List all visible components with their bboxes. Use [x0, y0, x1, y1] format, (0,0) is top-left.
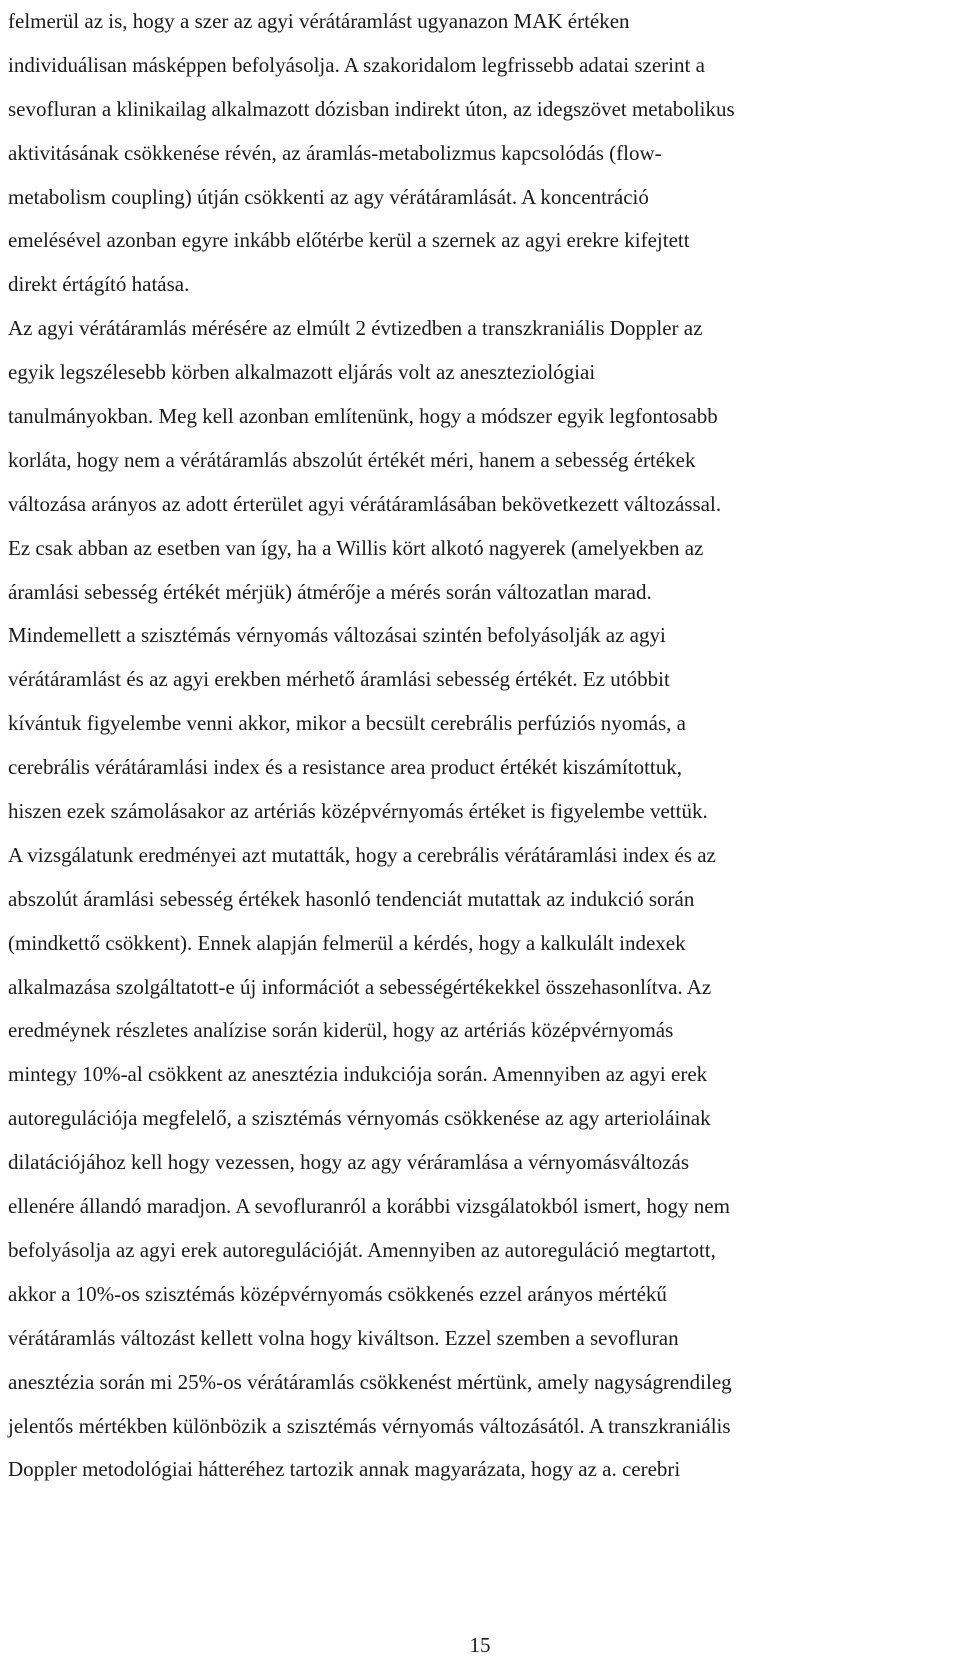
text-line: akkor a 10%-os szisztémás középvérnyomás csökkenés ezzel arányos mértékű: [8, 1281, 667, 1306]
text-line: (mindkettő csökkent). Ennek alapján felmerül a kérdés, hogy a kalkulált indexek: [8, 930, 686, 955]
page-number: 15: [469, 1633, 491, 1657]
text-line: sevofluran a klinikailag alkalmazott dózisban indirekt úton, az idegszövet metabolikus: [8, 96, 735, 121]
text-line: áramlási sebesség értékét mérjük) átmérője a mérés során változatlan marad.: [8, 579, 652, 604]
text-line: individuálisan másképpen befolyásolja. A szakoridalom legfrissebb adatai szerint a: [8, 52, 705, 77]
text-line: aktivitásának csökkenése révén, az áramlás-metabolizmus kapcsolódás (flow-: [8, 140, 662, 165]
text-line: tanulmányokban. Meg kell azonban említenünk, hogy a módszer egyik legfontosabb: [8, 404, 718, 429]
text-line: Ez csak abban az esetben van így, ha a Willis kört alkotó nagyerek (amelyekben az: [8, 535, 704, 560]
text-line: anesztézia során mi 25%-os vérátáramlás csökkenést mértünk, amely nagyságrendileg: [8, 1369, 732, 1394]
text-line: metabolism coupling) útján csökkenti az agy vérátáramlását. A koncentráció: [8, 184, 649, 209]
text-line: hiszen ezek számolásakor az artériás középvérnyomás értéket is figyelembe vettük.: [8, 799, 708, 824]
text-line: alkalmazása szolgáltatott-e új információt a sebességértékekkel összehasonlítva. Az: [8, 974, 712, 999]
text-line: vérátáramlást és az agyi erekben mérhető áramlási sebesség értékét. Ez utóbbit: [8, 667, 670, 692]
text-line: kívántuk figyelembe venni akkor, mikor a becsült cerebrális perfúziós nyomás, a: [8, 711, 686, 736]
text-line: felmerül az is, hogy a szer az agyi vérátáramlást ugyanazon MAK értéken: [8, 9, 630, 33]
text-line: eredméynek részletes analízise során kiderül, hogy az artériás középvérnyomás: [8, 1018, 674, 1043]
text-line: változása arányos az adott érterület agyi vérátáramlásában bekövetkezett változással.: [8, 491, 722, 516]
text-line: direkt értágító hatása.: [8, 272, 190, 297]
text-line: befolyásolja az agyi erek autoregulációját. Amennyiben az autoreguláció megtartott,: [8, 1237, 716, 1262]
text-line: korláta, hogy nem a vérátáramlás abszolút értékét méri, hanem a sebesség értékek: [8, 447, 696, 472]
text-line: vérátáramlás változást kellett volna hogy kiváltson. Ezzel szemben a sevofluran: [8, 1325, 679, 1350]
text-line: emelésével azonban egyre inkább előtérbe kerül a szernek az agyi erekre kifejtett: [8, 228, 690, 253]
text-line: jelentős mértékben különbözik a szisztémás vérnyomás változásától. A transzkraniális: [8, 1413, 731, 1438]
text-line: egyik legszélesebb körben alkalmazott eljárás volt az aneszteziológiai: [8, 360, 596, 385]
text-line: mintegy 10%-al csökkent az anesztézia indukciója során. Amennyiben az agyi erek: [8, 1062, 708, 1087]
text-line: abszolút áramlási sebesség értékek hasonló tendenciát mutattak az indukció során: [8, 886, 695, 911]
text-line: cerebrális vérátáramlási index és a resistance area product értékét kiszámítottuk,: [8, 755, 683, 780]
body-text: [8, 0, 953, 1492]
text-line: A vizsgálatunk eredményei azt mutatták, hogy a cerebrális vérátáramlási index és az: [8, 842, 716, 867]
text-line: Az agyi vérátáramlás mérésére az elmúlt 2 évtizedben a transzkraniális Doppler az: [8, 316, 703, 341]
text-line: Doppler metodológiai hátteréhez tartozik annak magyarázata, hogy az a. cerebri: [8, 1457, 681, 1482]
text-line: ellenére állandó maradjon. A sevofluranról a korábbi vizsgálatokból ismert, hogy nem: [8, 1194, 730, 1219]
text-line: Mindemellett a szisztémás vérnyomás változásai szintén befolyásolják az agyi: [8, 623, 666, 648]
text-line: autoregulációja megfelelő, a szisztémás vérnyomás csökkenése az agy arterioláinak: [8, 1106, 711, 1131]
text-line: dilatációjához kell hogy vezessen, hogy az agy véráramlása a vérnyomásváltozás: [8, 1150, 690, 1175]
